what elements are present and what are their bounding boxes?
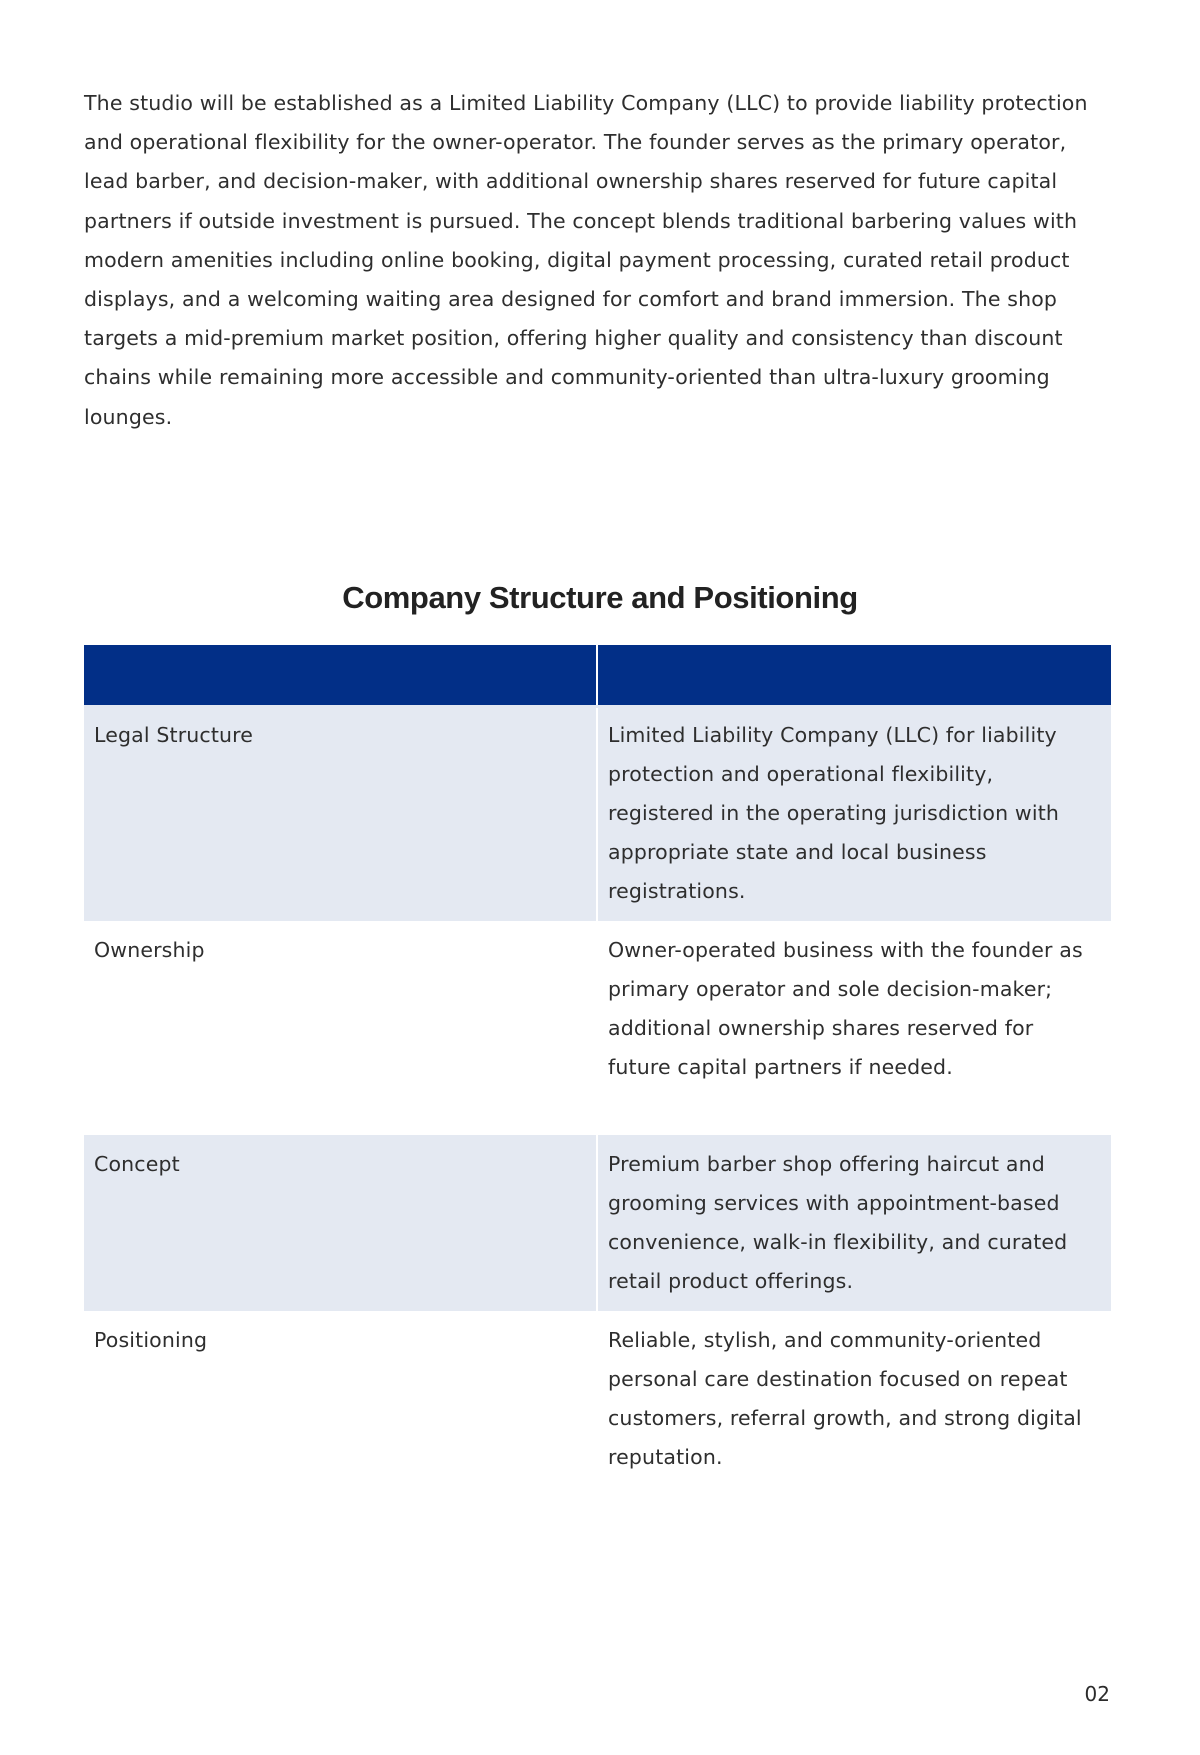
company-structure-table [84,645,1111,1491]
page-number: 02 [1084,1682,1110,1706]
row-label: Legal Structure [84,707,597,922]
row-label: Ownership [84,921,597,1135]
row-value: Reliable, stylish, and community-oriented personal care destination focused on repeat customers, referral growth, and strong digital reputation. [597,1311,1111,1491]
table-header [84,645,1111,707]
table-header-cell-1 [84,645,597,707]
table-row [84,707,1111,922]
row-label: Concept [84,1135,597,1311]
row-value: Limited Liability Company (LLC) for liability protection and operational flexibility, registered in the operating jurisdiction with appropriate state and local business registrations. [597,707,1111,922]
table-row [84,1311,1111,1491]
table-row [84,921,1111,1135]
table-header-row [84,645,1111,707]
intro-paragraph: The studio will be established as a Limited Liability Company (LLC) to provide liability protection and operational flexibility for the owner-operator. The founder serves as the primary operator, lead barber, and decision-maker, with additional ownership shares reserved for future capital partners if outside investment is pursued. The concept blends traditional barbering values with modern amenities including online booking, digital payment processing, curated retail product displays, and a welcoming waiting area designed for comfort and brand immersion. The shop targets a mid-premium market position, offering higher quality and consistency than discount chains while remaining more accessible and community-oriented than ultra-luxury grooming lounges. [84,91,1088,429]
table-row [84,1135,1111,1311]
row-label: Positioning [84,1311,597,1491]
table-header-cell-2 [597,645,1111,707]
section-title: Company Structure and Positioning [342,580,858,615]
row-value: Premium barber shop offering haircut and grooming services with appointment-based convenience, walk-in flexibility, and curated retail product offerings. [597,1135,1111,1311]
row-value: Owner-operated business with the founder as primary operator and sole decision-maker; additional ownership shares reserved for future capital partners if needed. [597,921,1111,1135]
